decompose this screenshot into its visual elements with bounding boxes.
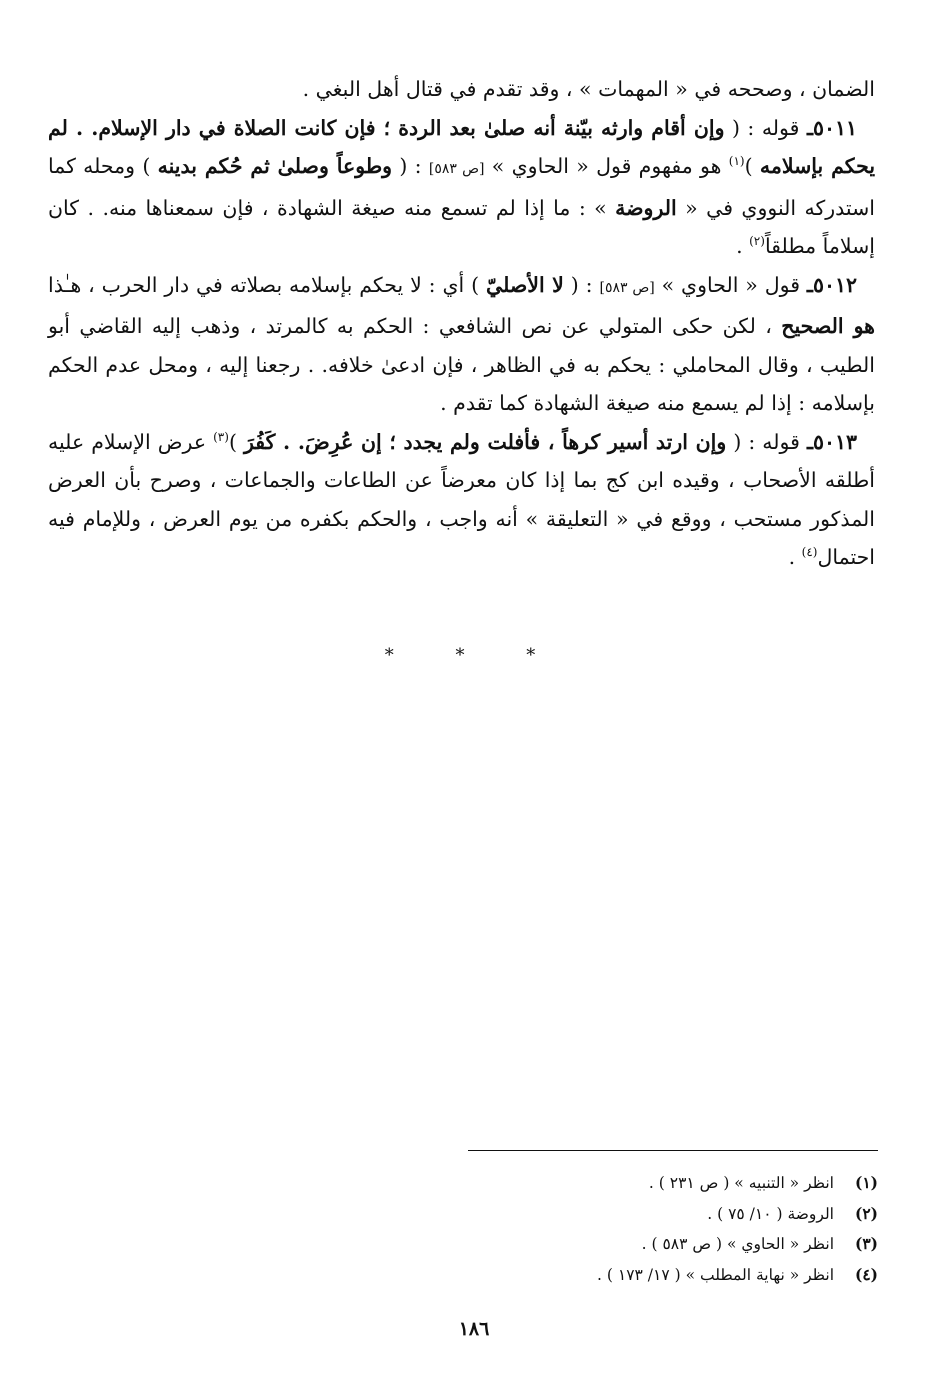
page-reference: [ص ٥٨٣]: [599, 279, 655, 296]
text-segment: قوله : (: [724, 115, 807, 140]
footnote-item: [400, 1260, 878, 1291]
paragraph-number: ٥٠١٣ـ: [806, 429, 858, 454]
main-text: [48, 70, 875, 577]
paragraph-number: ٥٠١١ـ: [806, 115, 857, 140]
text-segment: » : ما إذا لم تسمع منه صيغة الشهادة ، فإن سمعناها منه. . كان إسلاماً مطلقاً: [48, 195, 875, 258]
footnote-text: الروضة ( ١٠/ ٧٥ ) .: [707, 1204, 834, 1223]
paragraph-number: ٥٠١٢ـ: [806, 272, 857, 297]
footnote-text: انظر « نهاية المطلب » ( ١٧/ ١٧٣ ) .: [597, 1265, 834, 1284]
text-segment: قول « الحاوي »: [654, 272, 807, 297]
text-segment: .: [736, 234, 750, 258]
paragraph-p5013: [48, 423, 875, 577]
footnote-number: (٣): [854, 1234, 878, 1253]
quoted-text: هو الصحيح: [781, 314, 875, 338]
quoted-text: وطوعاً وصلىٰ ثم حُكم بدينه: [157, 154, 393, 178]
page-reference: [ص ٥٨٣]: [428, 161, 485, 177]
footnote-item: [400, 1229, 878, 1260]
section-separator: * * *: [384, 645, 564, 666]
quoted-text: الروضة: [615, 195, 677, 220]
footnote-number: (٢): [854, 1203, 878, 1223]
quoted-text: وإن أقام وارثه بيّنة أنه صلىٰ بعد الردة ؛ فإن كانت الصلاة في دار الإسلام. . لم يحكم بإسلامه: [48, 115, 876, 178]
text-segment: الضمان ، وصححه في « المهمات » ، وقد تقدم في قتال أهل البغي .: [302, 77, 875, 101]
text-segment: : (: [392, 154, 429, 178]
text-segment: : (: [563, 272, 600, 297]
text-segment: .: [788, 545, 802, 569]
footnote-number: (١): [854, 1173, 878, 1192]
paragraph-p5012: [48, 266, 875, 423]
text-segment: ): [228, 429, 244, 454]
footnote-reference: (٤): [801, 545, 818, 560]
footnotes: [400, 1168, 878, 1290]
text-segment: هو مفهوم قول « الحاوي »: [484, 154, 729, 178]
footnote-reference: (٣): [213, 429, 229, 444]
footnote-item: [400, 1199, 878, 1230]
footnote-reference: (١): [728, 154, 745, 169]
quoted-text: لا الأصليّ: [486, 272, 564, 297]
text-segment: قوله : (: [726, 429, 807, 454]
footnote-number: (٤): [854, 1264, 878, 1284]
paragraph-p5011: [48, 109, 875, 266]
footnote-text: انظر « التنبيه » ( ص ٢٣١ ) .: [648, 1174, 834, 1192]
footnote-item: [400, 1168, 878, 1199]
text-segment: ): [744, 154, 760, 178]
footnote-reference: (٢): [749, 234, 765, 249]
text-segment: ، لكن حكى المتولي عن نص الشافعي : الحكم به كالمرتد ، وذهب إليه القاضي أبو الطيب ، وقال المحاملي : يحكم به في الظاهر ، فإن ادعىٰ خلافه. . رجعنا إليه ، ومحل عدم الحكم بإسلامه : إذا لم يسمع منه صيغة الشهادة كما تقدم .: [48, 314, 875, 415]
text-segment: ) أي : لا يحكم بإسلامه بصلاته في دار الحرب ، هـٰذا: [48, 272, 486, 297]
footnote-text: انظر « الحاوي » ( ص ٥٨٣ ) .: [641, 1235, 834, 1253]
page-number: ١٨٦: [458, 1318, 490, 1340]
footnote-divider: [468, 1150, 878, 1151]
text-segment: ) ومحله كما استدركه النووي في «: [48, 154, 875, 220]
text-segment: عرض الإسلام عليه أطلقه الأصحاب ، وقيده ابن كج بما إذا كان معرضاً عن الطاعات والجماعات ، وصرح بأن العرض المذكور مستحب ، ووقع في « التعليقة » أنه واجب ، والحكم بكفره من يوم العرض ، وللإمام فيه احتمال: [48, 429, 875, 569]
quoted-text: وإن ارتد أسير كرهاً ، فأفلت ولم يجدد ؛ إن عُرِضَ. . كَفُرَ: [243, 429, 727, 454]
paragraph-intro: [48, 70, 875, 109]
